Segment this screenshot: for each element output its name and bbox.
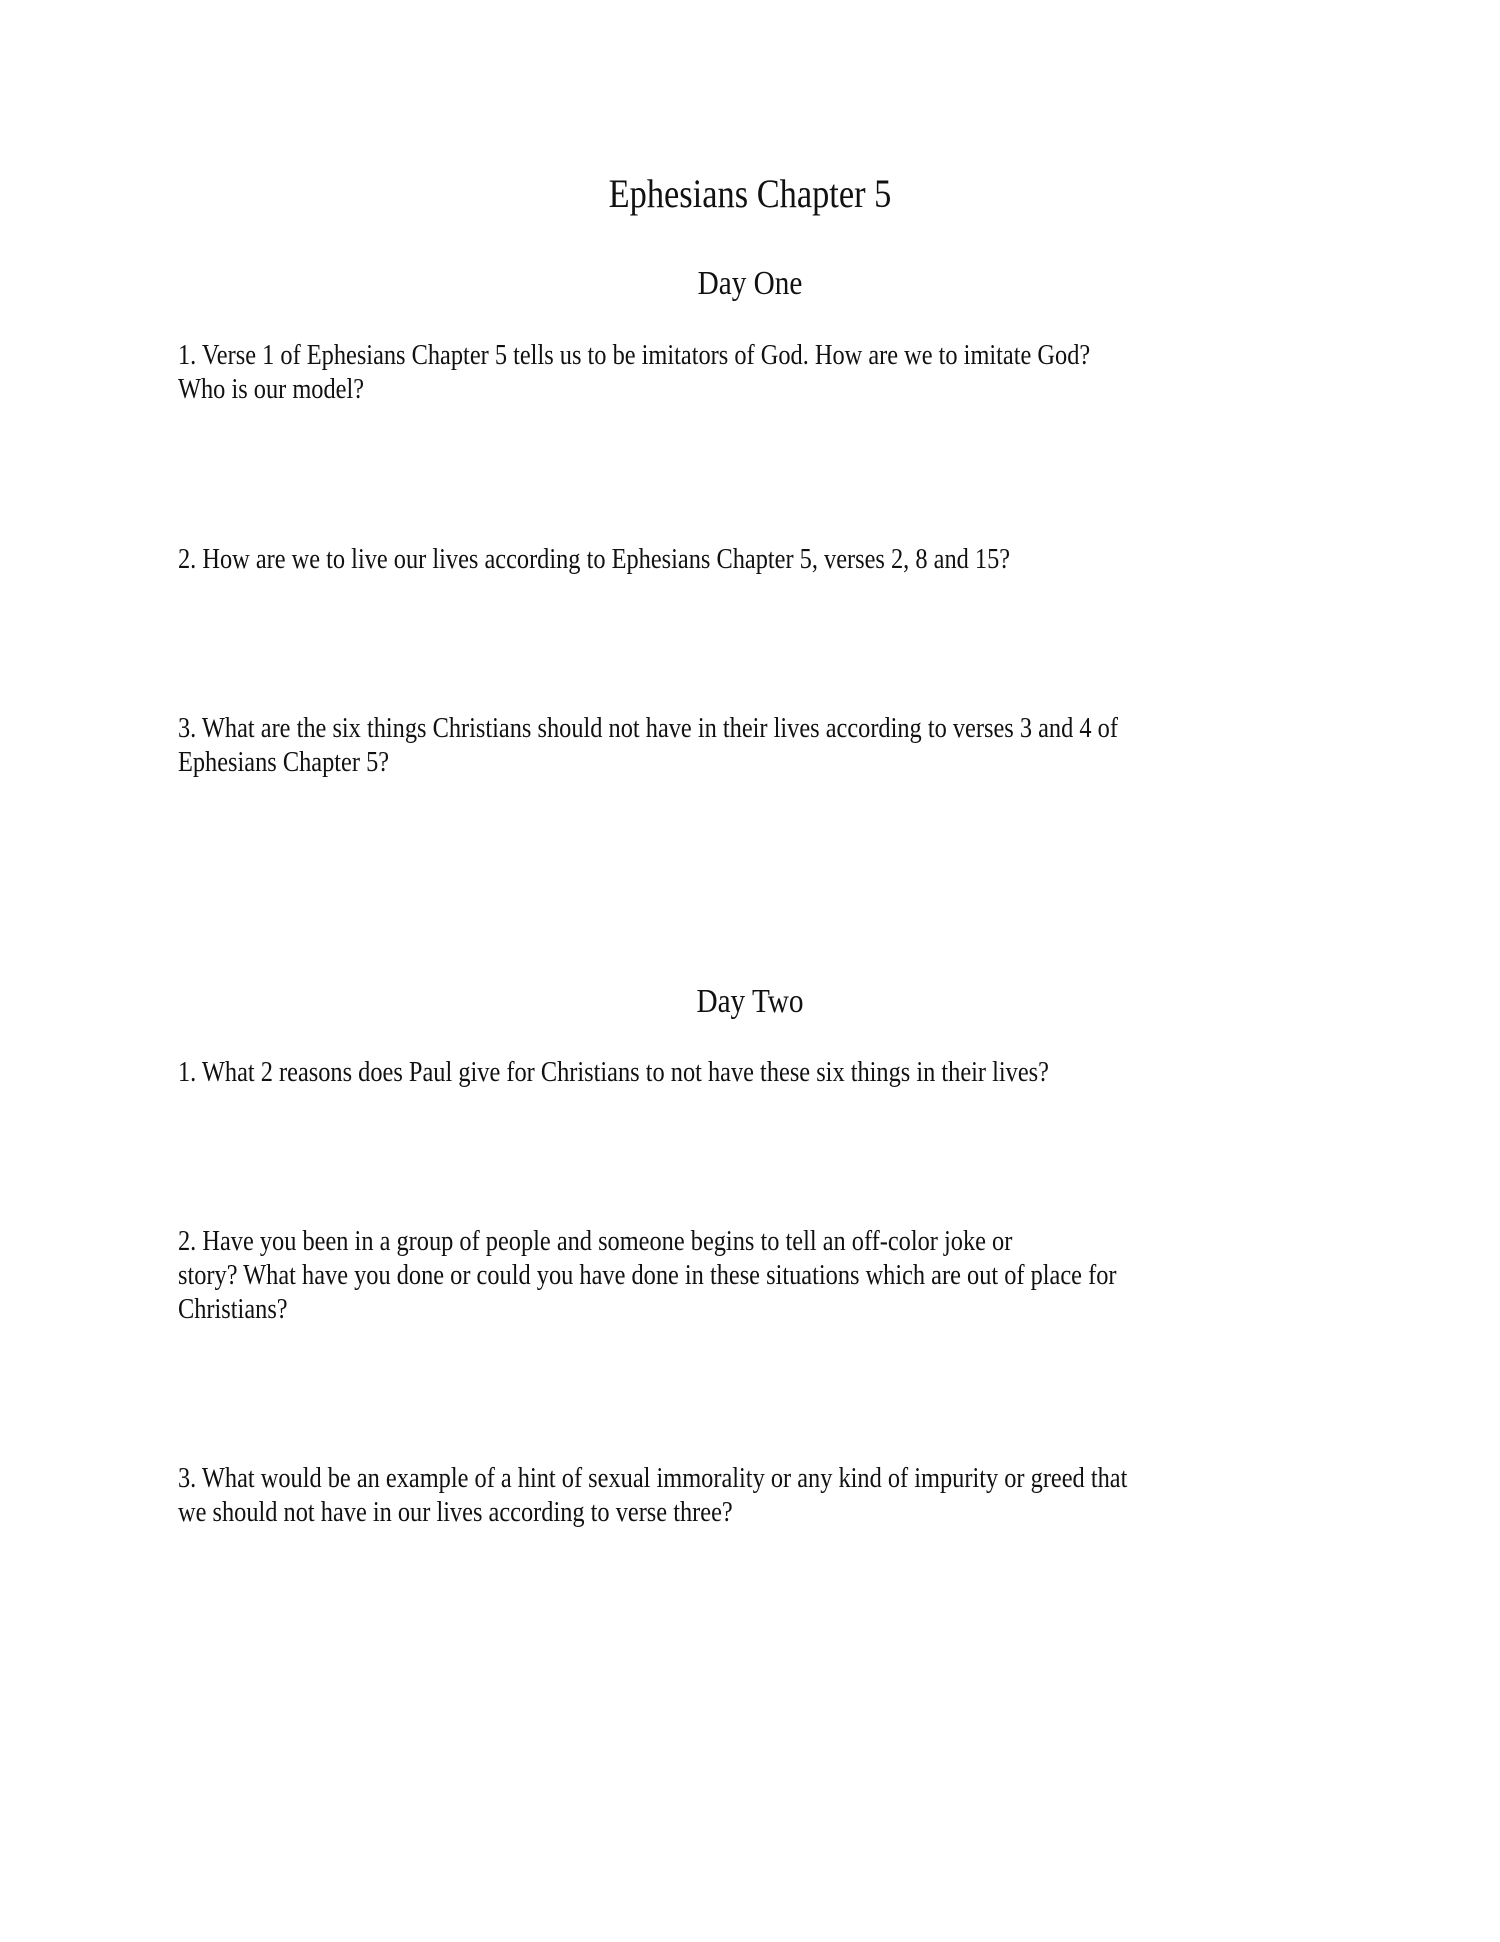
question-line: 3. What are the six things Christians should not have in their lives according to verses 3 and 4 of: [178, 712, 1118, 744]
page-title: Ephesians Chapter 5: [608, 171, 892, 216]
question-line: we should not have in our lives according to verse three?: [178, 1496, 733, 1528]
day-two-question-3: [178, 1461, 1299, 1529]
question-line: 1. Verse 1 of Ephesians Chapter 5 tells us to be imitators of God. How are we to imitate God?: [178, 339, 1091, 371]
section-heading-day-two: Day Two: [696, 983, 804, 1020]
section-heading-day-one: Day One: [697, 265, 803, 302]
day-one-question-1: [178, 338, 1299, 406]
question-line: story? What have you done or could you have done in these situations which are out of place for: [178, 1259, 1117, 1291]
question-line: Ephesians Chapter 5?: [178, 746, 390, 778]
question-line: Who is our model?: [178, 373, 365, 405]
day-one-question-2: [178, 542, 1299, 576]
day-one-question-3: [178, 711, 1299, 779]
question-line: 2. How are we to live our lives according to Ephesians Chapter 5, verses 2, 8 and 15?: [178, 543, 1011, 575]
day-two-question-1: [178, 1055, 1299, 1089]
question-line: 3. What would be an example of a hint of sexual immorality or any kind of impurity or greed that: [178, 1462, 1128, 1494]
question-line: Christians?: [178, 1293, 288, 1325]
question-line: 2. Have you been in a group of people and someone begins to tell an off-color joke or: [178, 1225, 1013, 1257]
question-line: 1. What 2 reasons does Paul give for Christians to not have these six things in their lives?: [178, 1056, 1049, 1088]
day-two-question-2: [178, 1224, 1299, 1326]
